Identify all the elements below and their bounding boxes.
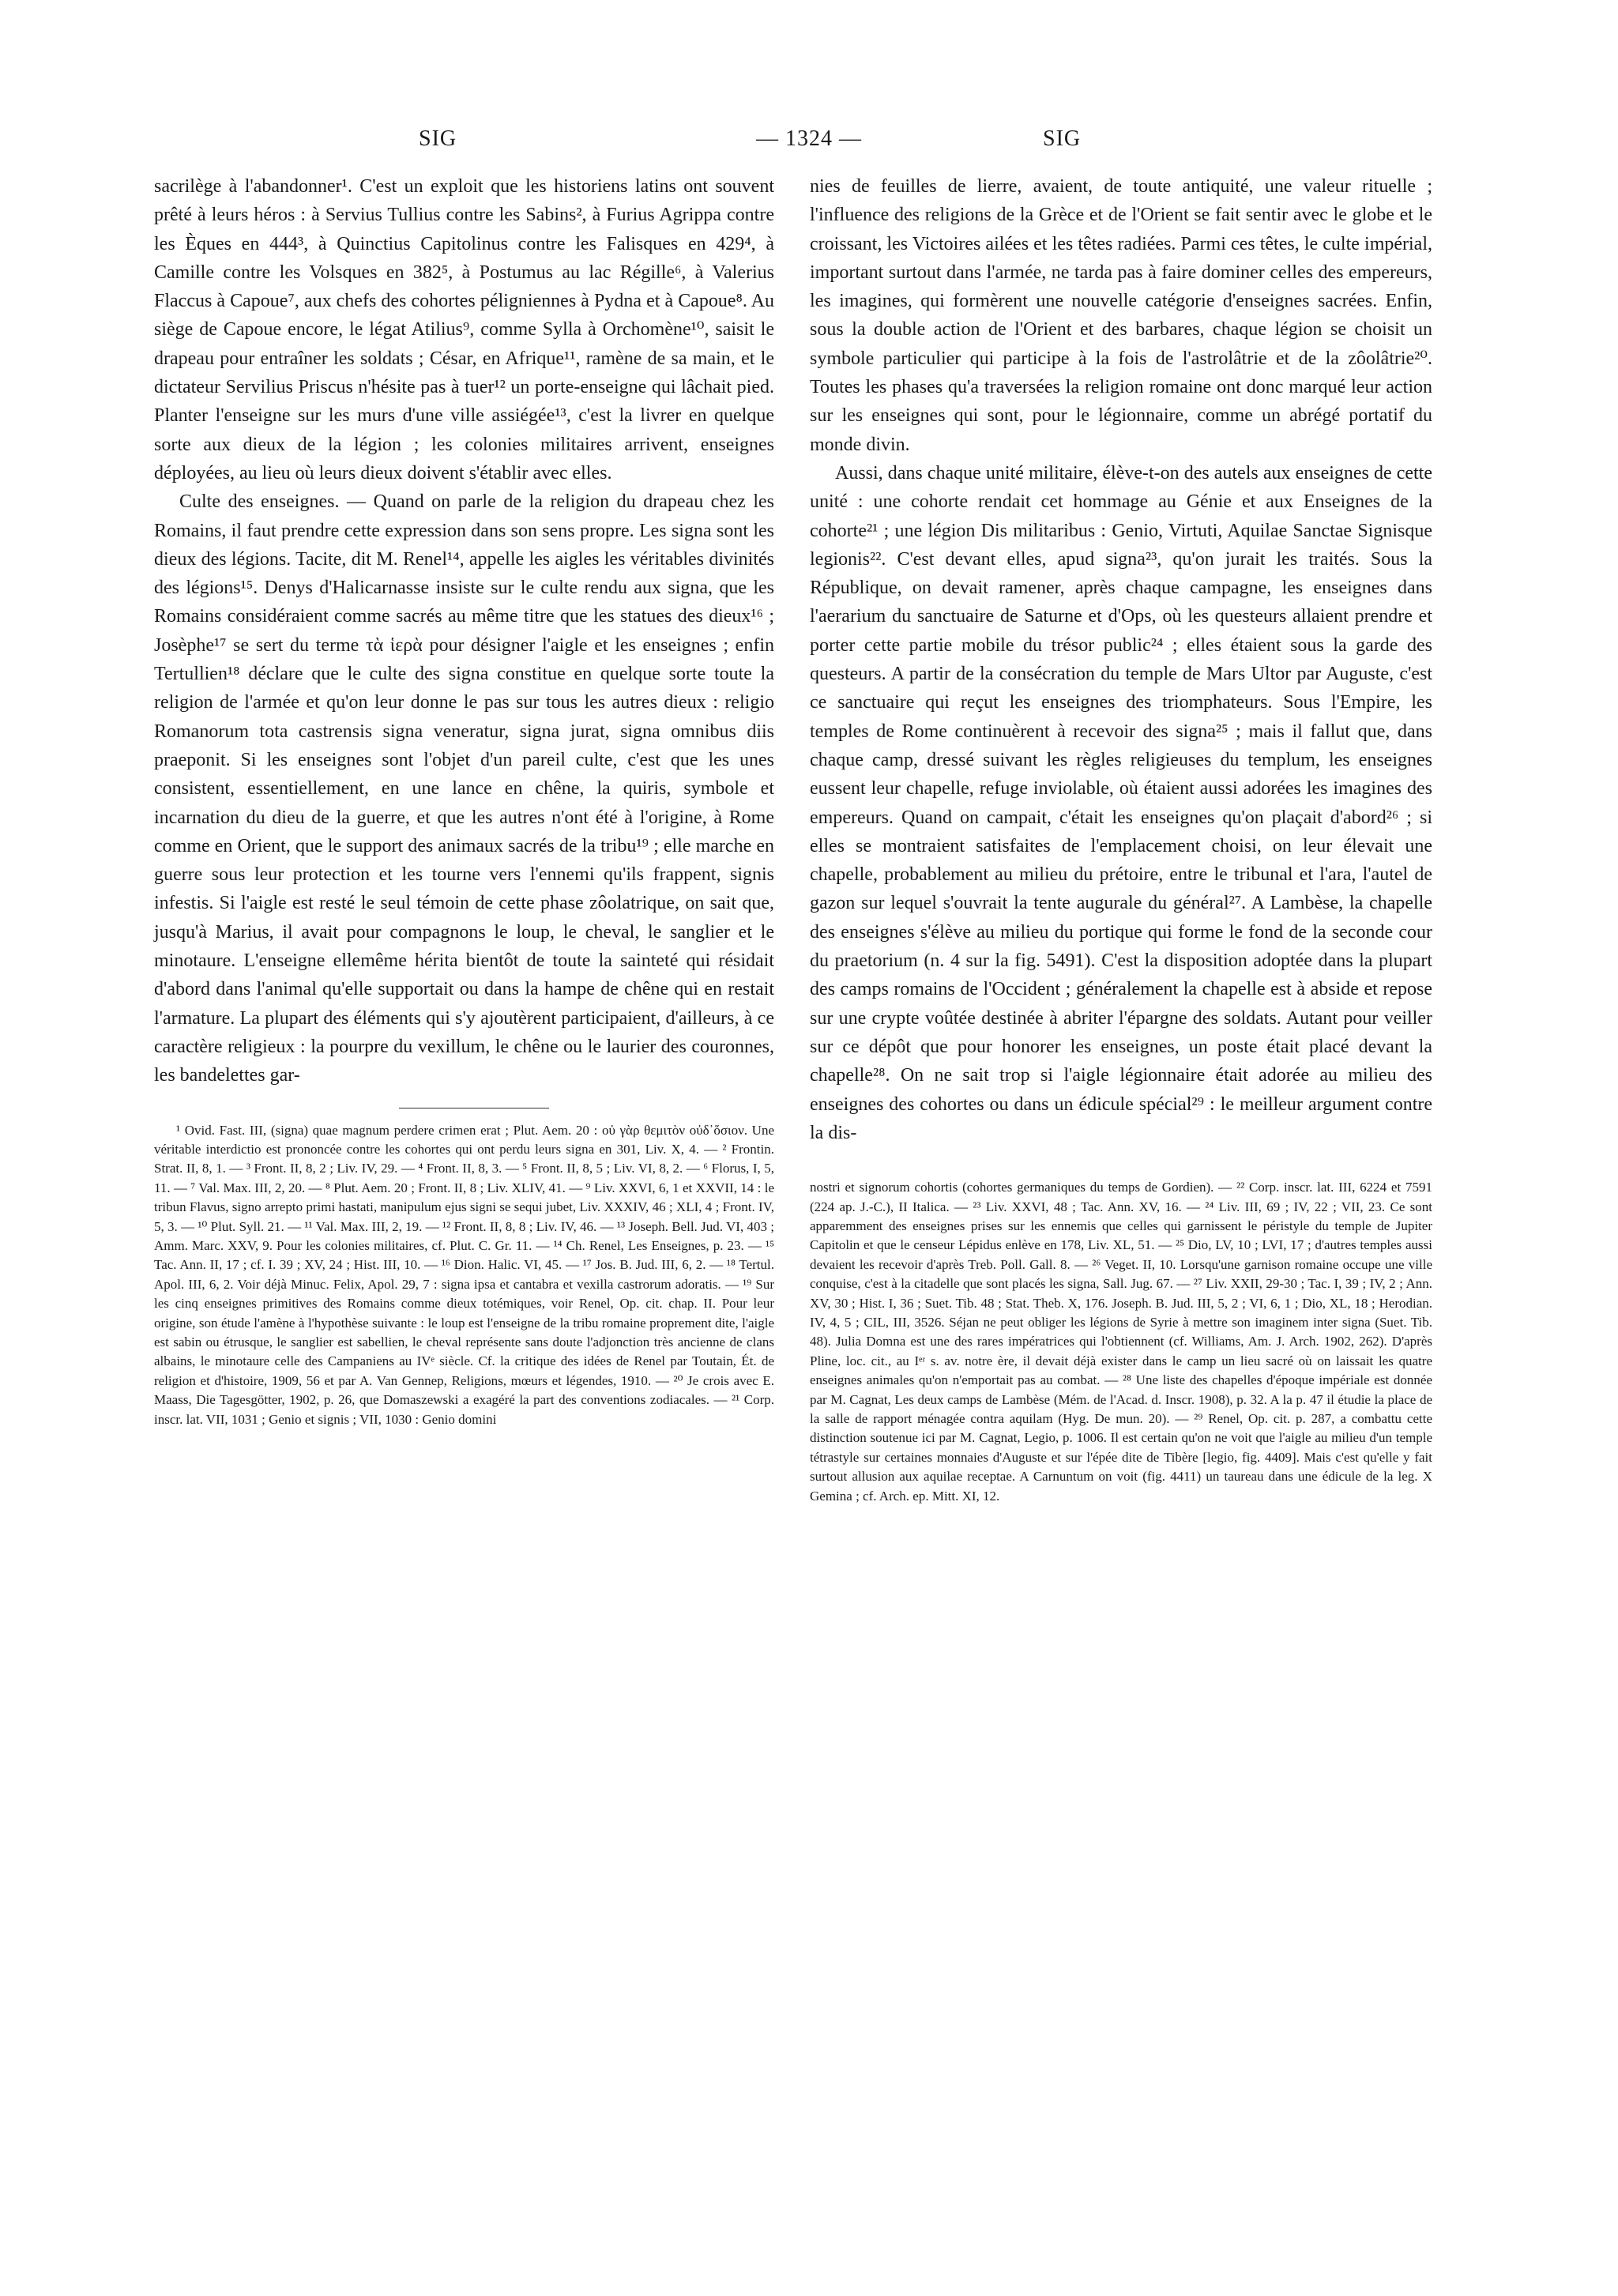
left-paragraph-1: sacrilège à l'abandonner¹. C'est un exploit que les historiens latins ont souvent prêté à leurs héros : à Servius Tullius contre les Sabins², à Furius Agrippa contre les Èques en 444³, à Quinctius Capitolinus contre les Falisques en 429⁴, à Camille contre les Volsques en 382⁵, à Postumus au lac Régille⁶, à Valerius Flaccus à Capoue⁷, aux chefs des cohortes péligniennes à Pydna et à Capoue⁸. Au siège de Capoue encore, le légat Atilius⁹, comme Sylla à Orchomène¹⁰, saisit le drapeau pour entraîner les soldats ; César, en Afrique¹¹, ramène de sa main, et le dictateur Servilius Priscus n'hésite pas à tuer¹² un porte-enseigne qui lâchait pied. Planter l'enseigne sur les murs d'une ville assiégée¹³, c'est la livrer en quelque sorte aux dieux de la légion ; les colonies militaires arrivent, enseignes déployées, au lieu où leurs dieux doivent s'établir avec elles. (154, 176, 774, 484)
header-left-title: SIG (419, 126, 457, 151)
left-paragraph-2: Culte des enseignes. — Quand on parle de la religion du drapeau chez les Romains, il faut prendre cette expression dans son sens propre. Les signa sont les dieux des légions. Tacite, dit M. Renel¹⁴, appelle les aigles les véritables divinités des légions¹⁵. Denys d'Halicarnasse insiste sur le culte rendu aux signa, que les Romains considéraient comme sacrés au même titre que les statues des dieux¹⁶ ; Josèphe¹⁷ se sert du terme τὰ ἱερὰ pour désigner l'aigle et les enseignes ; enfin Tertullien¹⁸ déclare que le culte des signa constitue en quelque sorte toute la religion de l'armée et qu'on leur donne le pas sur tous les autres dieux : religio Romanorum tota castrensis signa veneratur, signa jurat, signa omnibus diis praeponit. Si les enseignes sont l'objet d'un pareil culte, c'est que les unes consistent, essentiellement, en une lance en chêne, la quiris, symbole et incarnation du dieu de la guerre, et que les autres n'ont été à l'origine, à Rome comme en Orient, que le support des animaux sacrés de la tribu¹⁹ ; elle marche en guerre sous leur protection et les tourne vers l'ennemi qu'ils frappent, signis infestis. Si l'aigle est resté le seul témoin de cette phase zôolatrique, on sait que, jusqu'à Marius, il avait pour compagnons le loup, le cheval, le sanglier et le minotaure. L'enseigne ellemême hérita bientôt de toute la sainteté qui résidait d'abord dans l'animal qu'elle supportait ou dans la hampe de chêne qui en restait l'armature. La plupart des éléments qui s'y ajoutèrent participaient, d'ailleurs, à ce caractère religieux : la pourpre du vexillum, le chêne ou le laurier des couronnes, les bandelettes gar- (154, 491, 774, 1086)
left-column (154, 172, 774, 1429)
page-number: — 1324 — (756, 126, 862, 151)
right-body-text (810, 172, 1432, 1147)
right-column (810, 172, 1432, 1506)
left-footnotes-text: ¹ Ovid. Fast. III, (signa) quae magnum perdere crimen erat ; Plut. Aem. 20 : οὐ γὰρ θεμιτὸν οὐδ᾽ὅσιον. Une véritable interdictio est prononcée contre les cohortes qui ont perdu leurs signa en 301, Liv. X, 4. — ² Frontin. Strat. II, 8, 1. — ³ Front. II, 8, 2 ; Liv. IV, 29. — ⁴ Front. II, 8, 3. — ⁵ Front. II, 8, 5 ; Liv. VI, 8, 2. — ⁶ Florus, I, 5, 11. — ⁷ Val. Max. III, 2, 20. — ⁸ Plut. Aem. 20 ; Front. II, 8 ; Liv. XLIV, 41. — ⁹ Liv. XXVI, 6, 1 et XXVII, 14 : le tribun Flavus, signo arrepto primi hastati, manipulum ejus signi se sequi jubet, Liv. XXXIV, 46 ; XLI, 4 ; Front. IV, 5, 3. — ¹⁰ Plut. Syll. 21. — ¹¹ Val. Max. III, 2, 19. — ¹² Front. II, 8, 8 ; Liv. IV, 46. — ¹³ Joseph. Bell. Jud. VI, 403 ; Amm. Marc. XXV, 9. Pour les colonies militaires, cf. Plut. C. Gr. 11. — ¹⁴ Ch. Renel, Les Enseignes, p. 23. — ¹⁵ Tac. Ann. II, 17 ; cf. I. 39 ; XV, 24 ; Hist. III, 10. — ¹⁶ Dion. Halic. VI, 45. — ¹⁷ Jos. B. Jud. III, 6, 2. — ¹⁸ Tertul. Apol. III, 6, 2. Voir déjà Minuc. Felix, Apol. 29, 7 : signa ipsa et cantabra et vexilla castrorum adoratis. — ¹⁹ Sur les cinq enseignes primitives des Romains comme dieux totémiques, voir Renel, Op. cit. chap. II. Pour leur origine, son étude l'amène à l'hypothèse suivante : le loup est l'enseigne de la tribu romaine proprement dite, l'aigle est sabin ou étrusque, le sanglier est sabellien, le cheval représente sans doute l'adjonction très ancienne de clans albains, le minotaure celle des Campaniens au IVᵉ siècle. Cf. la critique des idées de Renel par Toutain, Ét. de religion et d'histoire, 1909, 56 et par A. Van Gennep, Religions, mœurs et légendes, 1910. — ²⁰ Je crois avec E. Maass, Die Tagesgötter, 1902, p. 26, que Domaszewski a exagéré la part des conventions zodiacales. — ²¹ Corp. inscr. lat. VII, 1031 ; Genio et signis ; VII, 1030 : Genio domini (154, 1122, 774, 1427)
right-footnotes (810, 1178, 1432, 1506)
right-paragraph-1: nies de feuilles de lierre, avaient, de toute antiquité, une valeur rituelle ; l'influence des religions de la Grèce et de l'Orient se fait sentir avec le globe et le croissant, les Victoires ailées et les têtes radiées. Parmi ces têtes, le culte impérial, important surtout dans l'armée, ne tarda pas à faire dominer celles des empereurs, les imagines, qui formèrent une nouvelle catégorie d'enseignes sacrées. Enfin, sous la double action de l'Orient et des barbares, chaque légion se choisit un symbole particulier qui participe à la fois de l'astrolâtrie et de la zôolâtrie²⁰. Toutes les phases qu'a traversées la religion romaine ont donc marqué leur action sur les enseignes qui sont, pour le légionnaire, comme un abrégé portatif du monde divin. (810, 176, 1432, 455)
running-header (0, 126, 1618, 158)
left-body-text (154, 172, 774, 1090)
right-footnotes-text: nostri et signorum cohortis (cohortes germaniques du temps de Gordien). — ²² Corp. inscr. lat. III, 6224 et 7591 (224 ap. J.-C.), II Italica. — ²³ Liv. XXVI, 48 ; Tac. Ann. XV, 16. — ²⁴ Liv. III, 69 ; IV, 22 ; VII, 23. Ce sont apparemment des enseignes prises sur les ennemis que celles qui garnissent le péristyle du temple de Jupiter Capitolin et que le censeur Lépidus enlève en 178, Liv. XL, 51. — ²⁵ Dio, LV, 10 ; LVI, 17 ; d'autres temples aussi devaient les recevoir d'après Treb. Poll. Gall. 8. — ²⁶ Veget. II, 10. Lorsqu'une garnison romaine occupe une ville conquise, c'est à la citadelle que sont placés les signa, Sall. Jug. 67. — ²⁷ Liv. XXII, 29-30 ; Tac. I, 39 ; IV, 2 ; Ann. XV, 30 ; Hist. I, 36 ; Suet. Tib. 48 ; Stat. Theb. X, 176. Joseph. B. Jud. III, 5, 2 ; VI, 6, 1 ; Dio, XL, 18 ; Herodian. IV, 4, 5 ; CIL, III, 3526. Séjan ne peut obliger les légions de Syrie à mettre son imaginem inter signa (Suet. Tib. 48). Julia Domna est une des rares impératrices qui l'obtiennent (cf. Williams, Am. J. Arch. 1902, 262). D'après Pline, loc. cit., au Iᵉʳ s. av. notre ère, il devait déjà exister dans le camp un lieu sacré où on laissait les quatre enseignes animales qu'on n'emportait pas au combat. — ²⁸ Une liste des chapelles d'époque impériale est donnée par M. Cagnat, Les deux camps de Lambèse (Mém. de l'Acad. d. Inscr. 1908), p. 32. A la p. 47 il étudie la place de la salle de rapport ménagée contra aquilam (Hyg. De mun. 20). — ²⁹ Renel, Op. cit. p. 287, a combattu cette distinction soutenue ici par M. Cagnat, Legio, p. 1006. Il est certain qu'on ne voit que l'aigle au milieu d'un temple tétrastyle sur certaines monnaies d'Auguste et sur l'épée dite de Tibère [legio, fig. 4409]. Mais c'est qu'elle y fait surtout allusion aux aquilae receptae. A Carnuntum on voit (fig. 4411) un taureau dans une édicule de la leg. X Gemina ; cf. Arch. ep. Mitt. XI, 12. (810, 1180, 1432, 1504)
header-right-title: SIG (1043, 126, 1082, 151)
right-paragraph-2: Aussi, dans chaque unité militaire, élève-t-on des autels aux enseignes de cette unité : une cohorte rendait cet hommage au Génie et aux Enseignes de la cohorte²¹ ; une légion Dis militaribus : Genio, Virtuti, Aquilae Sanctae Signisque legionis²². C'est devant elles, apud signa²³, qu'on jurait les traités. Sous la République, on devait ramener, après chaque campagne, les enseignes dans l'aerarium du sanctuaire de Saturne et d'Ops, où les questeurs allaient prendre et porter cette partie mobile du trésor public²⁴ ; elles étaient sous la garde des questeurs. A partir de la consécration du temple de Mars Ultor par Auguste, c'est ce sanctuaire qui reçut les enseignes des triomphateurs. Sous l'Empire, les temples de Rome continuèrent à recevoir des signa²⁵ ; mais il fallut que, dans chaque camp, dressé suivant les règles religieuses du templum, les enseignes eussent leur chapelle, refuge inviolable, où étaient aussi adorées les imagines des empereurs. Quand on campait, c'était les enseignes qu'on plaçait d'abord²⁶ ; si elles se montraient satisfaites de l'emplacement choisi, on leur élevait une chapelle, probablement au milieu du prétoire, entre le tribunal et l'ara, l'autel de gazon sur lequel s'ouvrait la tente augurale du général²⁷. A Lambèse, la chapelle des enseignes s'élève au milieu du portique qui forme le fond de la seconde cour du praetorium (n. 4 sur la fig. 5491). C'est la disposition adoptée dans la plupart des camps romains de l'Occident ; généralement la chapelle est à abside et repose sur une crypte voûtée destinée à abriter l'épargne des soldats. Autant pour veiller sur ce dépôt que pour honorer les enseignes, un poste était placé devant la chapelle²⁸. On ne sait trop si l'aigle légionnaire était adorée au milieu des enseignes des cohortes ou dans un édicule spécial²⁹ : le meilleur argument contre la dis- (810, 462, 1432, 1143)
left-footnotes (154, 1121, 774, 1430)
